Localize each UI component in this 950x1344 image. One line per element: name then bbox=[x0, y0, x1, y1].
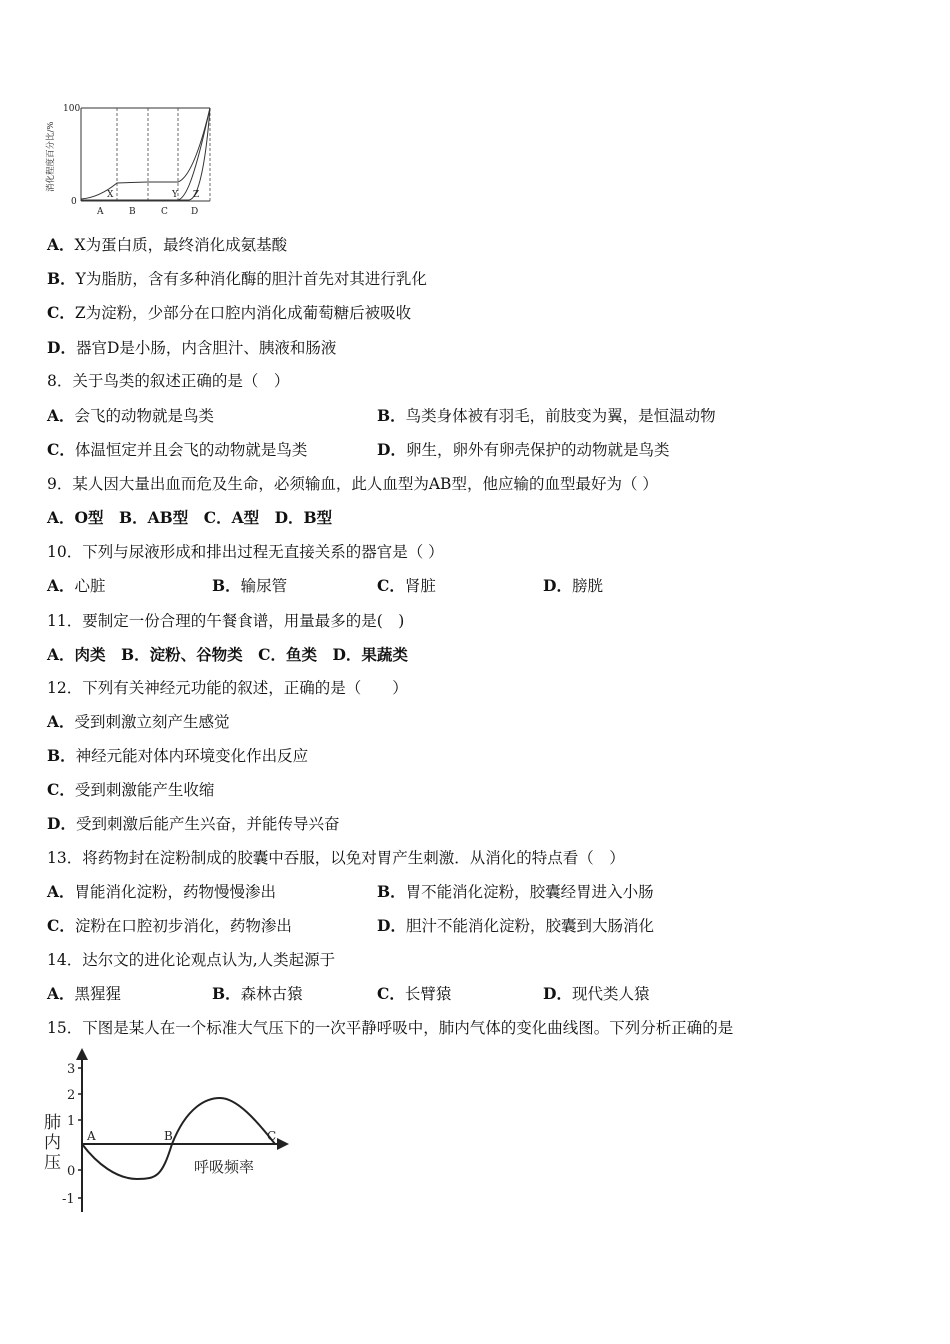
q8-option-b[interactable] bbox=[377, 406, 716, 426]
organ-label-a: A bbox=[97, 207, 104, 217]
option-letter: B． bbox=[47, 269, 76, 288]
lung-y-arrow bbox=[76, 1048, 88, 1060]
option-letter: D． bbox=[377, 916, 406, 935]
q14-option-c[interactable] bbox=[377, 984, 451, 1004]
option-letter: A． bbox=[47, 712, 75, 731]
q14-option-a[interactable] bbox=[47, 984, 121, 1004]
q14-option-b[interactable] bbox=[212, 984, 303, 1004]
q13-option-b[interactable] bbox=[377, 882, 654, 902]
curve-label-z: Z bbox=[193, 190, 200, 200]
q11-options[interactable]: A．肉类 B．淀粉、谷物类 C．鱼类 D．果蔬类 bbox=[47, 645, 408, 664]
tick-label-3: 3 bbox=[67, 1062, 76, 1077]
option-text: 淀粉在口腔初步消化，药物渗出 bbox=[74, 917, 292, 935]
option-letter: B． bbox=[212, 576, 241, 595]
q10-option-c[interactable] bbox=[377, 576, 436, 596]
option-text: 膀胱 bbox=[571, 577, 603, 595]
option-text: 鸟类身体被有羽毛，前肢变为翼，是恒温动物 bbox=[405, 407, 716, 425]
digestion-ylabel: 消化程度百分比/% bbox=[46, 121, 56, 192]
option-letter: A． bbox=[47, 235, 75, 254]
option-text: 器官D是小肠，内含胆汁、胰液和肠液 bbox=[75, 339, 337, 357]
option-text: X为蛋白质，最终消化成氨基酸 bbox=[74, 236, 288, 254]
option-text: Y为脂肪，含有多种消化酶的胆汁首先对其进行乳化 bbox=[75, 270, 427, 288]
q8-option-c[interactable] bbox=[47, 440, 307, 460]
digestion-ymin: 0 bbox=[71, 197, 77, 207]
point-label-a: A bbox=[87, 1129, 96, 1143]
q11-stem: 11．要制定一份合理的午餐食谱，用量最多的是( ) bbox=[47, 612, 405, 630]
lung-ylabel-3: 压 bbox=[44, 1153, 61, 1173]
q15-stem: 15．下图是某人在一个标准大气压下的一次平静呼吸中，肺内气体的变化曲线图。下列分析正确的是 bbox=[47, 1019, 734, 1037]
q10-option-d[interactable] bbox=[543, 576, 603, 596]
option-text: 心脏 bbox=[74, 577, 106, 595]
option-text: 受到刺激立刻产生感觉 bbox=[74, 713, 230, 731]
digestion-ymax: 100 bbox=[63, 104, 81, 114]
q13-option-d[interactable] bbox=[377, 916, 654, 936]
option-text: 现代类人猿 bbox=[571, 985, 650, 1003]
option-text: 神经元能对体内环境变化作出反应 bbox=[75, 747, 309, 765]
q14-stem: 14．达尔文的进化论观点认为,人类起源于 bbox=[47, 951, 336, 969]
option-letter: D． bbox=[47, 814, 76, 833]
option-letter: B． bbox=[47, 746, 76, 765]
q10-option-a[interactable] bbox=[47, 576, 106, 596]
lung-ylabel-2: 内 bbox=[44, 1133, 61, 1153]
option-text: 长臂猿 bbox=[404, 985, 452, 1003]
tick-label-0: 0 bbox=[67, 1164, 76, 1179]
q8-option-d[interactable] bbox=[377, 440, 669, 460]
lung-x-arrow bbox=[277, 1138, 289, 1150]
option-letter: A． bbox=[47, 882, 75, 901]
option-letter: D． bbox=[543, 984, 572, 1003]
option-letter: B． bbox=[377, 406, 406, 425]
option-text: 胃能消化淀粉，药物慢慢渗出 bbox=[74, 883, 277, 901]
organ-label-b: B bbox=[129, 207, 136, 217]
organ-label-d: D bbox=[191, 207, 199, 217]
q10-option-b[interactable] bbox=[212, 576, 287, 596]
option-letter: B． bbox=[212, 984, 241, 1003]
q9-options[interactable]: A．O型 B．AB型 C．A型 D．B型 bbox=[47, 508, 333, 527]
tick-label-2: 2 bbox=[67, 1088, 76, 1103]
option-text: 输尿管 bbox=[240, 577, 288, 595]
digestion-chart bbox=[44, 100, 224, 220]
q12-stem: 12．下列有关神经元功能的叙述，正确的是（ ） bbox=[47, 679, 408, 697]
tick-label-1: 1 bbox=[67, 1114, 76, 1129]
q7-option-b[interactable] bbox=[47, 269, 427, 289]
option-text: 卵生，卵外有卵壳保护的动物就是鸟类 bbox=[405, 441, 670, 459]
q7-option-d[interactable] bbox=[47, 338, 336, 358]
organ-label-c: C bbox=[161, 207, 168, 217]
option-letter: D． bbox=[543, 576, 572, 595]
curve-x bbox=[81, 108, 210, 199]
curve-z bbox=[81, 108, 210, 200]
q7-option-a[interactable] bbox=[47, 235, 287, 255]
q8-stem: 8．关于鸟类的叙述正确的是（ ） bbox=[47, 372, 290, 390]
option-text: 会飞的动物就是鸟类 bbox=[74, 407, 215, 425]
option-text: 胃不能消化淀粉，胶囊经胃进入小肠 bbox=[405, 883, 654, 901]
point-label-c: C bbox=[267, 1129, 277, 1143]
option-letter: B． bbox=[377, 882, 406, 901]
q13-option-c[interactable] bbox=[47, 916, 292, 936]
lung-ylabel-1: 肺 bbox=[44, 1113, 61, 1133]
option-text: Z为淀粉，少部分在口腔内消化成葡萄糖后被吸收 bbox=[74, 304, 412, 322]
option-letter: C． bbox=[47, 440, 75, 459]
q7-option-c[interactable] bbox=[47, 303, 411, 323]
option-letter: D． bbox=[47, 338, 76, 357]
option-letter: C． bbox=[377, 984, 405, 1003]
q12-option-b[interactable] bbox=[47, 746, 308, 766]
option-letter: D． bbox=[377, 440, 406, 459]
option-letter: A． bbox=[47, 406, 75, 425]
option-letter: C． bbox=[377, 576, 405, 595]
q12-option-a[interactable] bbox=[47, 712, 230, 732]
option-letter: A． bbox=[47, 984, 75, 1003]
q8-option-a[interactable] bbox=[47, 406, 214, 426]
option-text: 受到刺激能产生收缩 bbox=[74, 781, 215, 799]
lung-pressure-chart bbox=[42, 1046, 292, 1216]
option-letter: A． bbox=[47, 576, 75, 595]
option-text: 黑猩猩 bbox=[74, 985, 122, 1003]
q10-stem: 10．下列与尿液形成和排出过程无直接关系的器官是（ ） bbox=[47, 543, 444, 561]
curve-label-y: Y bbox=[172, 190, 178, 200]
point-label-b: B bbox=[164, 1129, 173, 1143]
curve-y bbox=[81, 108, 210, 200]
option-text: 肾脏 bbox=[404, 577, 436, 595]
q13-stem: 13．将药物封在淀粉制成的胶囊中吞服，以免对胃产生刺激．从消化的特点看（ ） bbox=[47, 849, 625, 867]
tick-label-neg1: -1 bbox=[62, 1192, 75, 1207]
q12-option-d[interactable] bbox=[47, 814, 339, 834]
option-letter: C． bbox=[47, 916, 75, 935]
q14-option-d[interactable] bbox=[543, 984, 649, 1004]
curve-label-x: X bbox=[107, 190, 114, 200]
q12-option-c[interactable] bbox=[47, 780, 214, 800]
option-text: 受到刺激后能产生兴奋，并能传导兴奋 bbox=[75, 815, 340, 833]
option-letter: C． bbox=[47, 780, 75, 799]
lung-xlabel: 呼吸频率 bbox=[194, 1158, 255, 1176]
option-letter: C． bbox=[47, 303, 75, 322]
q13-option-a[interactable] bbox=[47, 882, 276, 902]
option-text: 胆汁不能消化淀粉，胶囊到大肠消化 bbox=[405, 917, 654, 935]
q9-stem: 9．某人因大量出血而危及生命，必须输血，此人血型为AB型，他应输的血型最好为（ ） bbox=[47, 475, 658, 493]
option-text: 森林古猿 bbox=[240, 985, 303, 1003]
option-text: 体温恒定并且会飞的动物就是鸟类 bbox=[74, 441, 308, 459]
